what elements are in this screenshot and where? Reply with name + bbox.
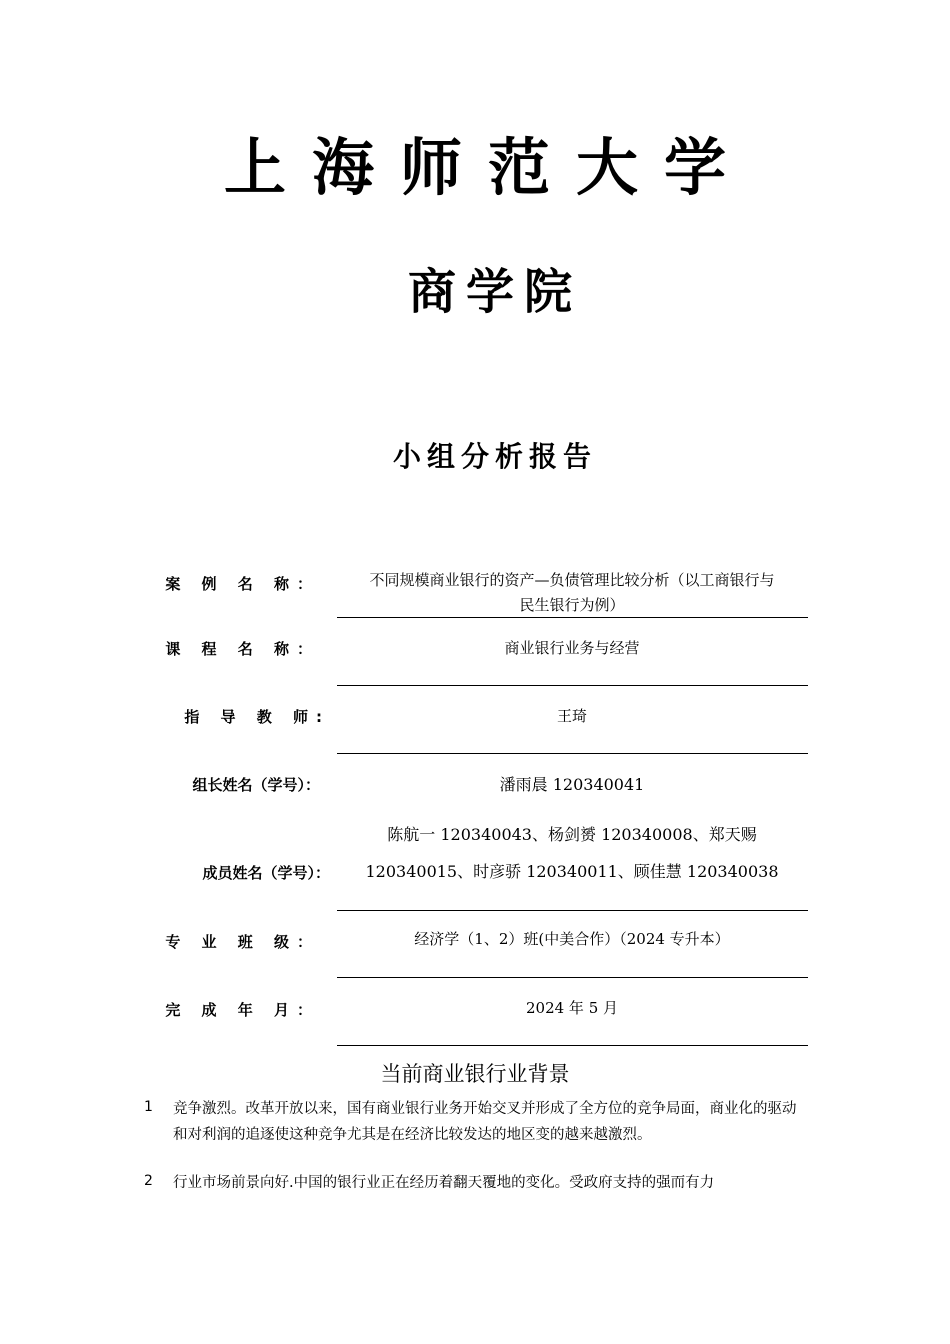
members-value-line2: 120340015、时彦骄 120340011、顾佳慧 120340038 bbox=[365, 862, 779, 881]
list-item-number: 2 bbox=[144, 1173, 153, 1189]
case-name-value-line1: 不同规模商业银行的资产—负债管理比较分析（以工商银行与 bbox=[369, 571, 775, 589]
completion-date-label: 完 成 年 月： bbox=[165, 1001, 320, 1019]
members-underline bbox=[337, 910, 808, 911]
case-name-value-line2: 民生银行为例） bbox=[519, 596, 625, 614]
section-heading: 当前商业银行业背景 bbox=[380, 1062, 570, 1086]
members-value-line1: 陈航一 120340043、杨剑赟 120340008、郑天赐 bbox=[387, 825, 757, 844]
course-name-label: 课 程 名 称： bbox=[165, 640, 320, 658]
instructor-value: 王琦 bbox=[556, 707, 587, 725]
list-item-text: 竞争激烈。改革开放以来，国有商业银行业务开始交叉并形成了全方位的竞争局面，商业化的驱动和对利润的追逐使这种竞争尤其是在经济比较发达的地区变的越来越激烈。 bbox=[173, 1101, 797, 1143]
report-type-title: 小组分析报告 bbox=[392, 440, 597, 473]
members-value bbox=[337, 816, 807, 890]
list-item-text: 行业市场前景向好.中国的银行业正在经历着翻天覆地的变化。受政府支持的强而有力 bbox=[173, 1175, 715, 1191]
list-item-number: 1 bbox=[144, 1099, 153, 1115]
major-class-value: 经济学（1、2）班(中美合作）（2024 专升本） bbox=[414, 930, 730, 948]
course-name-value: 商业银行业务与经营 bbox=[504, 639, 640, 657]
course-name-underline bbox=[337, 685, 808, 686]
instructor-label: 指 导 教 师: bbox=[184, 708, 330, 726]
case-name-label: 案 例 名 称： bbox=[165, 575, 320, 593]
leader-label: 组长姓名（学号）： bbox=[192, 776, 320, 794]
major-class-label: 专 业 班 级： bbox=[165, 933, 320, 951]
case-name-underline bbox=[337, 617, 808, 618]
instructor-underline bbox=[337, 753, 808, 754]
members-label: 成员姓名（学号）： bbox=[202, 864, 330, 882]
completion-date-underline bbox=[337, 1045, 808, 1046]
major-class-underline bbox=[337, 977, 808, 978]
university-title: 上海师范大学 bbox=[223, 131, 752, 204]
case-name-value bbox=[337, 568, 807, 618]
school-title: 商学院 bbox=[407, 264, 582, 320]
completion-date-value: 2024 年 5 月 bbox=[525, 999, 619, 1017]
leader-value: 潘雨晨 120340041 bbox=[499, 775, 645, 794]
